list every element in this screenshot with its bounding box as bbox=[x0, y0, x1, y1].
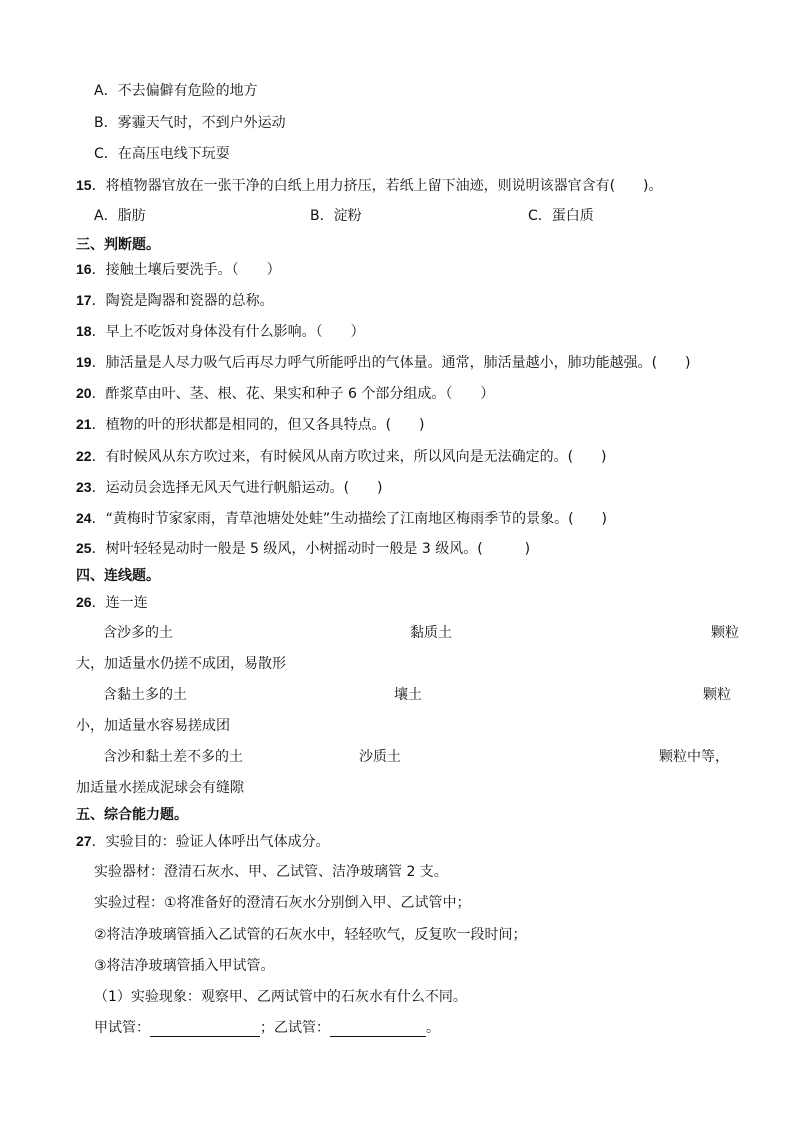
question-19 bbox=[76, 353, 691, 372]
match-right-2-cont: 小，加适量水容易搓成团 bbox=[76, 718, 230, 734]
question-number: 21 bbox=[76, 416, 92, 432]
question-number: 23 bbox=[76, 479, 92, 495]
match-right-2: 颗粒 bbox=[703, 687, 731, 703]
match-right-1: 颗粒 bbox=[711, 625, 739, 641]
question-text: ．早上不吃饭对身体没有什么影响。（ ） bbox=[91, 324, 365, 340]
q14-option-a: A．不去偏僻有危险的地方 bbox=[94, 83, 258, 99]
experiment-process-3: ③将洁净玻璃管插入甲试管。 bbox=[94, 958, 275, 974]
question-text: ．“黄梅时节家家雨，青草池塘处处蛙”生动描绘了江南地区梅雨季节的景象。( ) bbox=[91, 511, 608, 527]
section-title-matching: 四、连线题。 bbox=[76, 568, 160, 584]
question-text: ．将植物器官放在一张干净的白纸上用力挤压，若纸上留下油迹，则说明该器官含有( )。 bbox=[91, 178, 663, 194]
match-mid-2: 壤土 bbox=[394, 687, 422, 703]
question-number: 27 bbox=[76, 833, 92, 849]
experiment-subquestion-1: （1）实验现象：观察甲、乙两试管中的石灰水有什么不同。 bbox=[94, 989, 467, 1005]
question-number: 22 bbox=[76, 448, 92, 464]
question-text: ．连一连 bbox=[91, 595, 148, 611]
question-text: ．树叶轻轻晃动时一般是 5 级风，小树摇动时一般是 3 级风。( ) bbox=[91, 541, 531, 557]
match-mid-3: 沙质土 bbox=[359, 749, 401, 765]
question-22 bbox=[76, 447, 607, 466]
tube-a-label: 甲试管： bbox=[94, 1020, 150, 1036]
question-text: ．实验目的：验证人体呼出气体成分。 bbox=[91, 834, 330, 850]
question-text: ．陶瓷是陶器和瓷器的总称。 bbox=[91, 293, 274, 309]
question-23 bbox=[76, 478, 383, 497]
question-text: ．肺活量是人尽力吸气后再尽力呼气所能呼出的气体量。通常，肺活量越小，肺功能越强。( ) bbox=[91, 355, 691, 371]
question-15 bbox=[76, 176, 663, 195]
section-title-judge: 三、判断题。 bbox=[76, 237, 160, 253]
question-text: ．有时候风从东方吹过来，有时候风从南方吹过来，所以风向是无法确定的。( ) bbox=[91, 449, 607, 465]
question-16 bbox=[76, 260, 281, 279]
match-right-3-cont: 加适量水搓成泥球会有缝隙 bbox=[76, 780, 244, 796]
question-25 bbox=[76, 539, 530, 558]
tube-b-answer-blank[interactable] bbox=[330, 1022, 426, 1037]
question-number: 17 bbox=[76, 292, 92, 308]
match-left-2: 含黏土多的土 bbox=[103, 687, 187, 703]
question-number: 26 bbox=[76, 594, 92, 610]
question-number: 24 bbox=[76, 510, 92, 526]
match-left-3: 含沙和黏土差不多的土 bbox=[103, 749, 243, 765]
match-left-1: 含沙多的土 bbox=[103, 625, 173, 641]
experiment-materials: 实验器材：澄清石灰水、甲、乙试管、洁净玻璃管 2 支。 bbox=[94, 864, 448, 880]
q15-option-c: C．蛋白质 bbox=[528, 208, 594, 224]
match-right-3: 颗粒中等， bbox=[659, 749, 729, 765]
tube-b-label: ；乙试管： bbox=[260, 1020, 330, 1036]
match-mid-1: 黏质土 bbox=[410, 625, 452, 641]
question-text: ．植物的叶的形状都是相同的，但又各具特点。( ) bbox=[91, 417, 425, 433]
section-title-comprehensive: 五、综合能力题。 bbox=[76, 807, 188, 823]
answer-line bbox=[94, 1019, 440, 1037]
answer-line-end: 。 bbox=[426, 1020, 440, 1036]
question-number: 18 bbox=[76, 323, 92, 339]
q14-option-c: C．在高压电线下玩耍 bbox=[94, 146, 230, 162]
tube-a-answer-blank[interactable] bbox=[150, 1022, 260, 1037]
question-number: 16 bbox=[76, 261, 92, 277]
experiment-process-1: 实验过程：①将准备好的澄清石灰水分别倒入甲、乙试管中； bbox=[94, 895, 471, 911]
match-right-1-cont: 大，加适量水仍搓不成团，易散形 bbox=[76, 656, 286, 672]
question-27 bbox=[76, 832, 330, 851]
question-18 bbox=[76, 322, 365, 341]
question-26 bbox=[76, 593, 148, 612]
question-number: 25 bbox=[76, 540, 92, 556]
question-text: ．运动员会选择无风天气进行帆船运动。( ) bbox=[91, 480, 383, 496]
q15-option-a: A．脂肪 bbox=[94, 208, 146, 224]
question-17 bbox=[76, 291, 274, 310]
question-number: 15 bbox=[76, 177, 92, 193]
question-text: ．酢浆草由叶、茎、根、花、果实和种子 6 个部分组成。（ ） bbox=[91, 386, 495, 402]
experiment-process-2: ②将洁净玻璃管插入乙试管的石灰水中，轻轻吹气，反复吹一段时间； bbox=[94, 927, 527, 943]
q14-option-b: B．雾霾天气时，不到户外运动 bbox=[94, 115, 286, 131]
question-number: 20 bbox=[76, 385, 92, 401]
question-21 bbox=[76, 415, 425, 434]
q15-option-b: B．淀粉 bbox=[310, 208, 362, 224]
question-number: 19 bbox=[76, 354, 92, 370]
question-text: ．接触土壤后要洗手。（ ） bbox=[91, 262, 281, 278]
question-20 bbox=[76, 384, 494, 403]
question-24 bbox=[76, 509, 607, 528]
